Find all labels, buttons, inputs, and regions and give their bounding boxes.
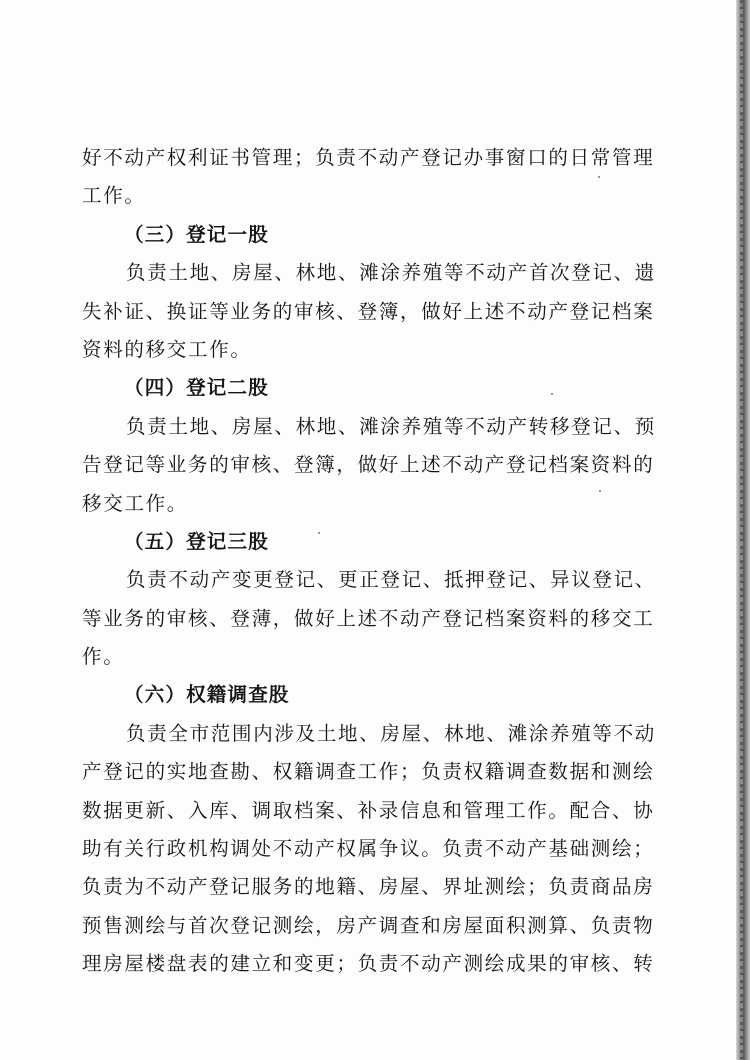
body-line: 好不动产权利证书管理；负责不动产登记办事窗口的日常管理 — [82, 146, 655, 169]
paragraph-first-line: 负责土地、房屋、林地、滩涂养殖等不动产首次登记、遗 — [126, 261, 657, 285]
body-line: 产登记的实地查勘、权籍调查工作；负责权籍调查数据和测绘 — [82, 760, 655, 784]
body-line: 失补证、换证等业务的审核、登簿，做好上述不动产登记档案 — [82, 299, 655, 323]
paragraph-first-line: 负责土地、房屋、林地、滩涂养殖等不动产转移登记、预 — [126, 414, 657, 438]
document-body — [82, 139, 657, 984]
body-line: 助有关行政机构调处不动产权属争议。负责不动产基础测绘； — [82, 837, 655, 861]
section-heading: （五）登记三股 — [124, 529, 269, 553]
section-heading: （六）权籍调查股 — [124, 683, 290, 707]
body-line: 数据更新、入库、调取档案、补录信息和管理工作。配合、协 — [82, 798, 655, 822]
body-line: 负责为不动产登记服务的地籍、房屋、界址测绘；负责商品房 — [82, 875, 655, 899]
paragraph-first-line: 负责全市范围内涉及土地、房屋、林地、滩涂养殖等不动 — [126, 721, 657, 745]
body-line: 理房屋楼盘表的建立和变更；负责不动产测绘成果的审核、转 — [82, 952, 655, 976]
section-heading: （四）登记二股 — [124, 376, 269, 400]
paragraph-first-line: 负责不动产变更登记、更正登记、抵押登记、异议登记、 — [126, 568, 657, 592]
scan-edge-shadow — [736, 0, 750, 1060]
body-line: 预售测绘与首次登记测绘，房产调查和房屋面积测算、负责物 — [82, 913, 655, 937]
body-line: 工作。 — [82, 184, 146, 208]
body-line: 告登记等业务的审核、登簿，做好上述不动产登记档案资料的 — [82, 453, 655, 477]
body-line: 资料的移交工作。 — [82, 337, 252, 361]
body-line: 作。 — [82, 645, 125, 669]
body-line: 等业务的审核、登薄，做好上述不动产登记档案资料的移交工 — [82, 606, 655, 630]
section-heading: （三）登记一股 — [124, 222, 269, 246]
body-line: 移交工作。 — [82, 491, 189, 515]
